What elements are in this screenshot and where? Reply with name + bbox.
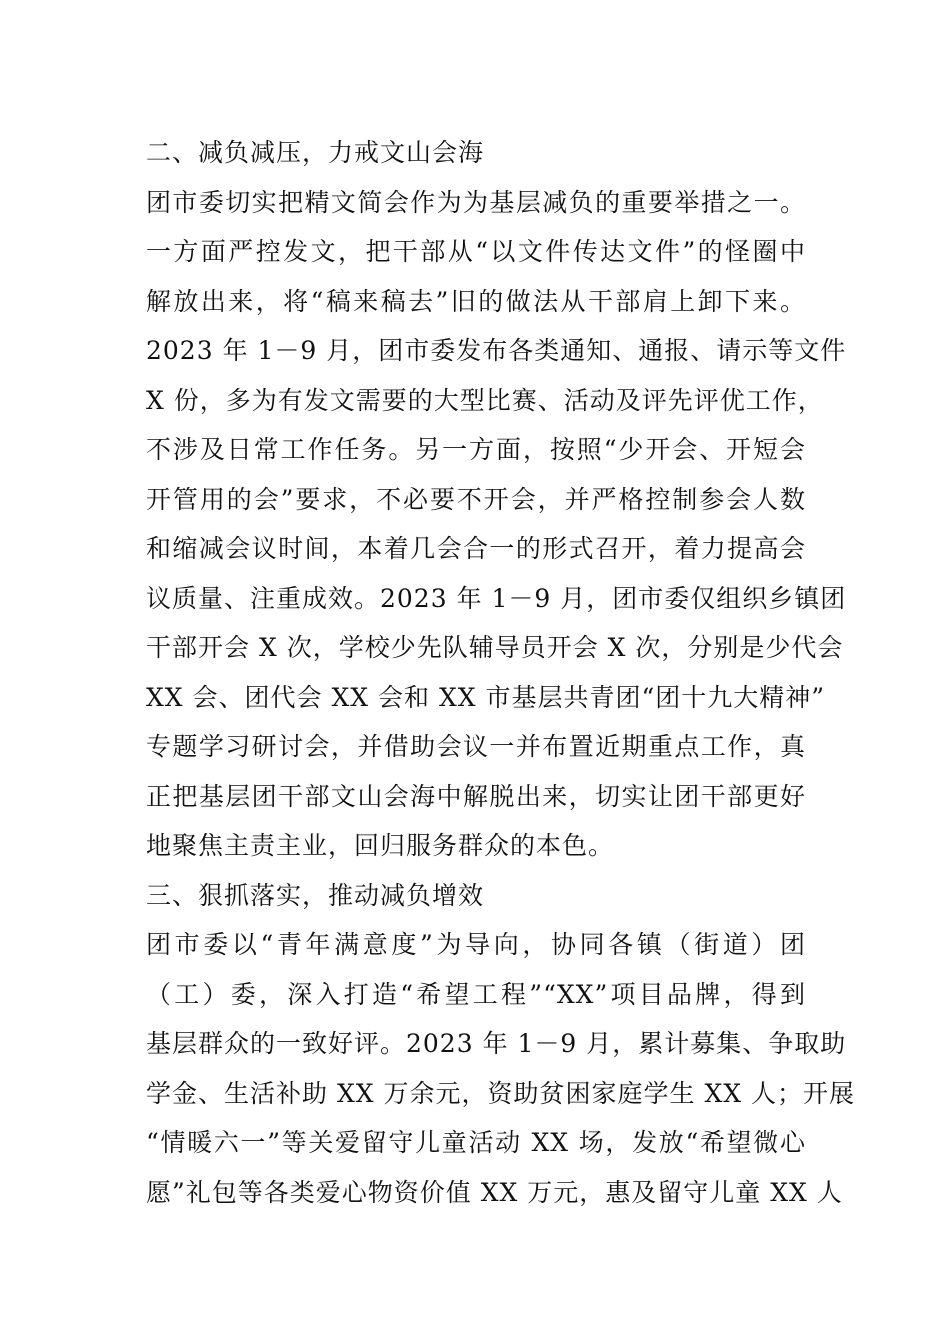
paragraph-line: 和缩减会议时间，本着几会合一的形式召开，着力提高会 bbox=[146, 534, 806, 563]
paragraph-line: 团市委切实把精文简会作为为基层减负的重要举措之一。 bbox=[146, 187, 806, 217]
paragraph-line: 地聚焦主责主业，回归服务群众的本色。 bbox=[146, 831, 615, 860]
paragraph-line: 专题学习研讨会，并借助会议一并布置近期重点工作，真 bbox=[146, 732, 806, 761]
section-2-heading: 二、减负减压，力戒文山会海 bbox=[146, 138, 485, 167]
paragraph-line: 基层群众的一致好评。2023 年 1－9 月，累计募集、争取助 bbox=[146, 1029, 847, 1058]
paragraph-line: 不涉及日常工作任务。另一方面，按照“少开会、开短会 bbox=[146, 435, 806, 464]
paragraph-line: 学金、生活补助 XX 万余元，资助贫困家庭学生 XX 人；开展 bbox=[146, 1078, 855, 1108]
paragraph-line: （工）委，深入打造“希望工程”“XX”项目品牌，得到 bbox=[146, 979, 806, 1009]
paragraph-line: X 份，多为有发文需要的大型比赛、活动及评先评优工作， bbox=[146, 385, 824, 415]
paragraph-line: 议质量、注重成效。2023 年 1－9 月，团市委仅组织乡镇团 bbox=[146, 583, 847, 613]
paragraph-line: 2023 年 1－9 月，团市委发布各类通知、通报、请示等文件 bbox=[146, 336, 847, 365]
paragraph-line: XX 会、团代会 XX 会和 XX 市基层共青团“团十九大精神” bbox=[146, 682, 826, 712]
paragraph-line: 正把基层团干部文山会海中解脱出来，切实让团干部更好 bbox=[146, 781, 806, 811]
paragraph-line: 解放出来，将“稿来稿去”旧的做法从干部肩上卸下来。 bbox=[146, 286, 806, 316]
paragraph-line: 团市委以“青年满意度”为导向，协同各镇（街道）团 bbox=[146, 930, 806, 959]
paragraph-line: 干部开会 X 次，学校少先队辅导员开会 X 次，分别是少代会 bbox=[146, 633, 844, 662]
document-page bbox=[146, 128, 855, 1217]
paragraph-line: 开管用的会”要求，不必要不开会，并严格控制参会人数 bbox=[146, 484, 806, 514]
section-3-heading: 三、狠抓落实，推动减负增效 bbox=[146, 880, 485, 910]
paragraph-line: “情暖六一”等关爱留守儿童活动 XX 场，发放“希望微心 bbox=[146, 1128, 806, 1157]
paragraph-line: 一方面严控发文，把干部从“以文件传达文件”的怪圈中 bbox=[146, 237, 806, 266]
paragraph-line: 愿”礼包等各类爱心物资价值 XX 万元，惠及留守儿童 XX 人 bbox=[146, 1177, 843, 1207]
